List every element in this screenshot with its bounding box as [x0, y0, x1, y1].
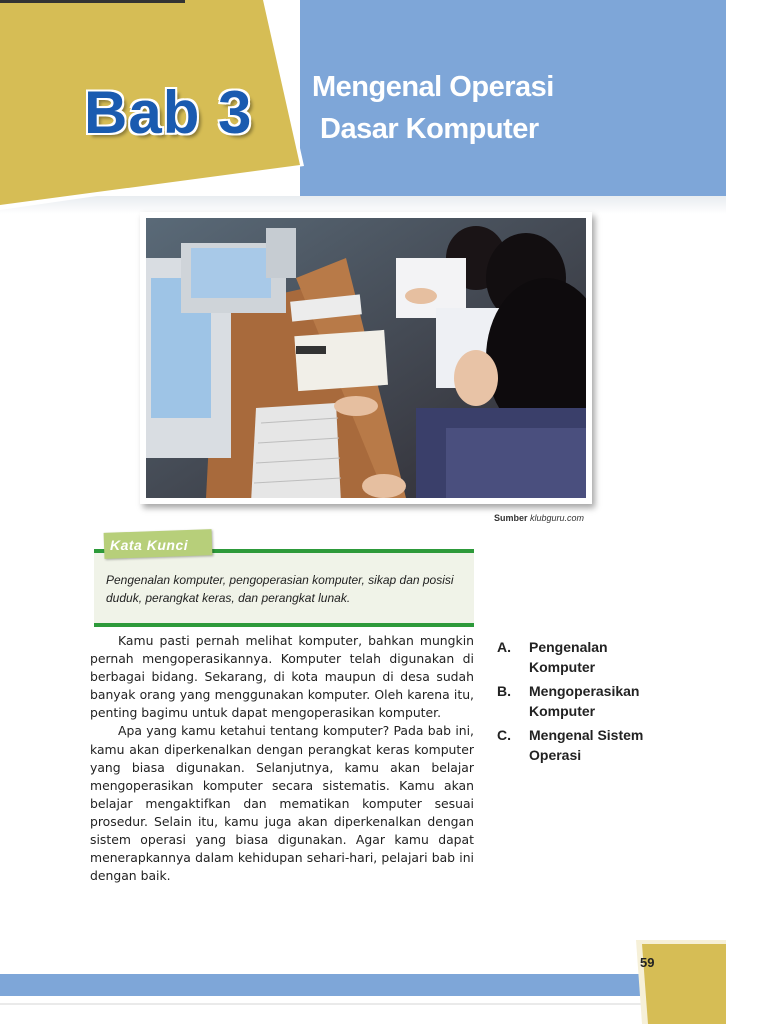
chapter-photo	[140, 212, 592, 504]
chapter-title	[312, 66, 712, 150]
outline-letter: B.	[497, 683, 511, 699]
photo-source	[494, 512, 604, 524]
chapter-title-line1: Mengenal Operasi	[312, 71, 554, 103]
chapter-outline	[497, 637, 677, 769]
outline-item	[497, 725, 677, 765]
chapter-label: Bab 3	[84, 79, 253, 146]
outline-letter: A.	[497, 639, 511, 655]
outline-title: Mengenal Sistem Operasi	[529, 727, 644, 763]
photo-source-label: Sumber	[494, 513, 528, 523]
intro-paragraph: Kamu pasti pernah melihat komputer, bahkan mungkin pernah mengoperasikannya. Komputer telah digunakan di berbagai bidang. Sekarang, di kota maupun di desa sudah banyak orang yang menggunakan komputer. Oleh karena itu, penting bagimu untuk dapat mengoperasikan komputer.	[90, 633, 474, 721]
outline-item	[497, 681, 677, 721]
photo-source-value: klubguru.com	[530, 513, 585, 523]
footer-band	[0, 974, 642, 996]
keyword-text: Pengenalan komputer, pengoperasian komputer, sikap dan posisi duduk, perangkat keras, dan perangkat lunak.	[106, 573, 454, 605]
keyword-label: Kata Kunci	[110, 537, 189, 553]
intro-text	[90, 632, 474, 885]
top-rule	[0, 0, 185, 3]
outline-title: Mengoperasikan Komputer	[529, 683, 640, 719]
computer-lab-photo	[146, 218, 586, 498]
footer-line	[0, 1003, 726, 1005]
chapter-title-line2: Dasar Komputer	[320, 113, 539, 145]
page-number: 59	[640, 955, 655, 970]
outline-letter: C.	[497, 727, 511, 743]
outline-item	[497, 637, 677, 677]
intro-paragraph: Apa yang kamu ketahui tentang komputer? Pada bab ini, kamu akan diperkenalkan dengan perangkat keras komputer yang biasa digunakan. Selanjutnya, kamu akan belajar mengoperasikan komputer secara sistematis. Kamu akan belajar mengaktifkan dan mematikan komputer sesuai prosedur. Selain itu, kamu juga akan diperkenalkan dengan sistem operasi yang biasa digunakan. Agar kamu dapat menerapkannya dalam kehidupan sehari-hari, pelajari bab ini dengan baik.	[90, 723, 474, 884]
outline-title: Pengenalan Komputer	[529, 639, 608, 675]
